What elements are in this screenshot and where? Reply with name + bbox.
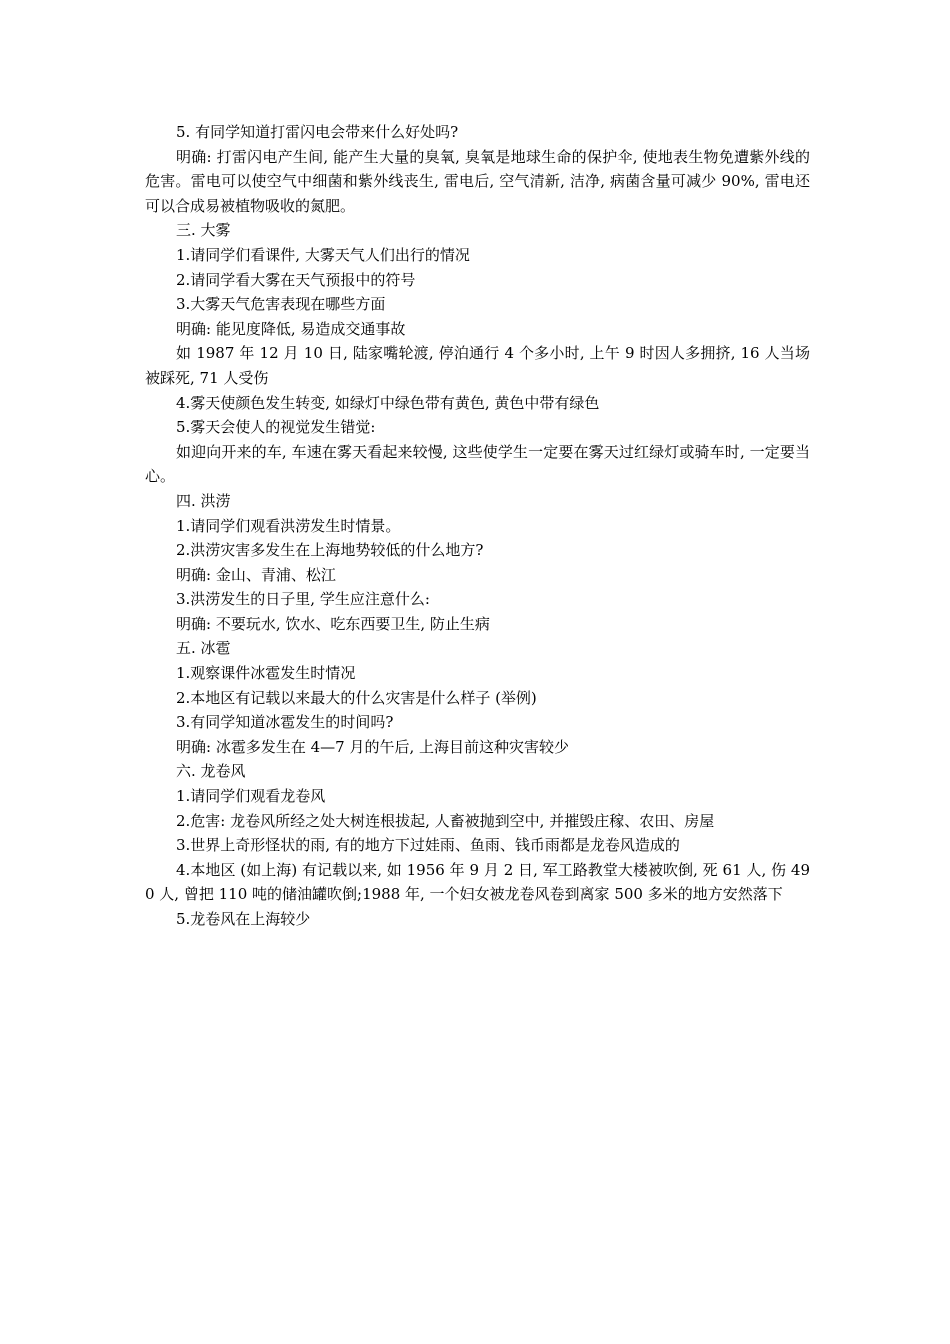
section-heading-fog: 三. 大雾: [176, 221, 231, 240]
section-heading-tornado: 六. 龙卷风: [176, 762, 246, 781]
paragraph-hail-answer: 明确: 冰雹多发生在 4—7 月的午后, 上海目前这种灾害较少: [176, 737, 569, 756]
paragraph-fog-item-5: 5.雾天会使人的视觉发生错觉:: [176, 418, 376, 437]
paragraph-fog-item-3: 3.大雾天气危害表现在哪些方面: [176, 295, 386, 314]
paragraph-fog-item-2: 2.请同学看大雾在天气预报中的符号: [176, 270, 416, 289]
document-body: [145, 120, 810, 932]
paragraph-tornado-item-5: 5.龙卷风在上海较少: [176, 910, 311, 928]
paragraph-tornado-item-1: 1.请同学们观看龙卷风: [176, 787, 326, 806]
paragraph-hail-item-1: 1.观察课件冰雹发生时情况: [176, 664, 356, 683]
paragraph-flood-answer-2: 明确: 不要玩水, 饮水、吃东西要卫生, 防止生病: [176, 614, 490, 633]
paragraph-flood-item-1: 1.请同学们观看洪涝发生时情景。: [176, 516, 401, 535]
paragraph-answer-lightning: 明确: 打雷闪电产生间, 能产生大量的臭氧, 臭氧是地球生命的保护伞, 使地表生物免遭紫外线的危害。雷电可以使空气中细菌和紫外线丧生, 雷电后, 空气清新, 洁净, 病菌含量可减少 90%, 雷电还可以合成易被植物吸收的氮肥。: [145, 147, 810, 215]
paragraph-hail-item-3: 3.有同学知道冰雹发生的时间吗?: [176, 713, 394, 732]
paragraph-fog-answer: 明确: 能见度降低, 易造成交通事故: [176, 319, 406, 338]
paragraph-tornado-item-2: 2.危害: 龙卷风所经之处大树连根拔起, 人畜被抛到空中, 并摧毁庄稼、农田、房屋: [176, 811, 715, 830]
paragraph-fog-item-4: 4.雾天使颜色发生转变, 如绿灯中绿色带有黄色, 黄色中带有绿色: [176, 393, 600, 412]
section-heading-hail: 五. 冰雹: [176, 639, 231, 658]
section-heading-flood: 四. 洪涝: [176, 491, 231, 510]
paragraph-fog-example: 如 1987 年 12 月 10 日, 陆家嘴轮渡, 停泊通行 4 个多小时, 上午 9 时因人多拥挤, 16 人当场被踩死, 71 人受伤: [145, 344, 810, 387]
paragraph-flood-item-2: 2.洪涝灾害多发生在上海地势较低的什么地方?: [176, 541, 484, 560]
paragraph-flood-item-3: 3.洪涝发生的日子里, 学生应注意什么:: [176, 590, 430, 609]
paragraph-question-5-lightning-benefits: 5. 有同学知道打雷闪电会带来什么好处吗?: [176, 123, 459, 141]
paragraph-tornado-item-4: 4.本地区 (如上海) 有记载以来, 如 1956 年 9 月 2 日, 军工路教堂大楼被吹倒, 死 61 人, 伤 490 人, 曾把 110 吨的储油罐吹倒;1988 年, 一个妇女被龙卷风卷到离家 500 多米的地方安然落下: [145, 860, 810, 904]
paragraph-hail-item-2: 2.本地区有记载以来最大的什么灾害是什么样子 (举例): [176, 688, 537, 707]
paragraph-fog-illusion-example: 如迎向开来的车, 车速在雾天看起来较慢, 这些使学生一定要在雾天过红绿灯或骑车时, 一定要当心。: [145, 442, 810, 486]
paragraph-fog-item-1: 1.请同学们看课件, 大雾天气人们出行的情况: [176, 245, 470, 264]
paragraph-flood-answer-1: 明确: 金山、青浦、松江: [176, 565, 336, 584]
paragraph-tornado-item-3: 3.世界上奇形怪状的雨, 有的地方下过娃雨、鱼雨、钱币雨都是龙卷风造成的: [176, 836, 680, 855]
